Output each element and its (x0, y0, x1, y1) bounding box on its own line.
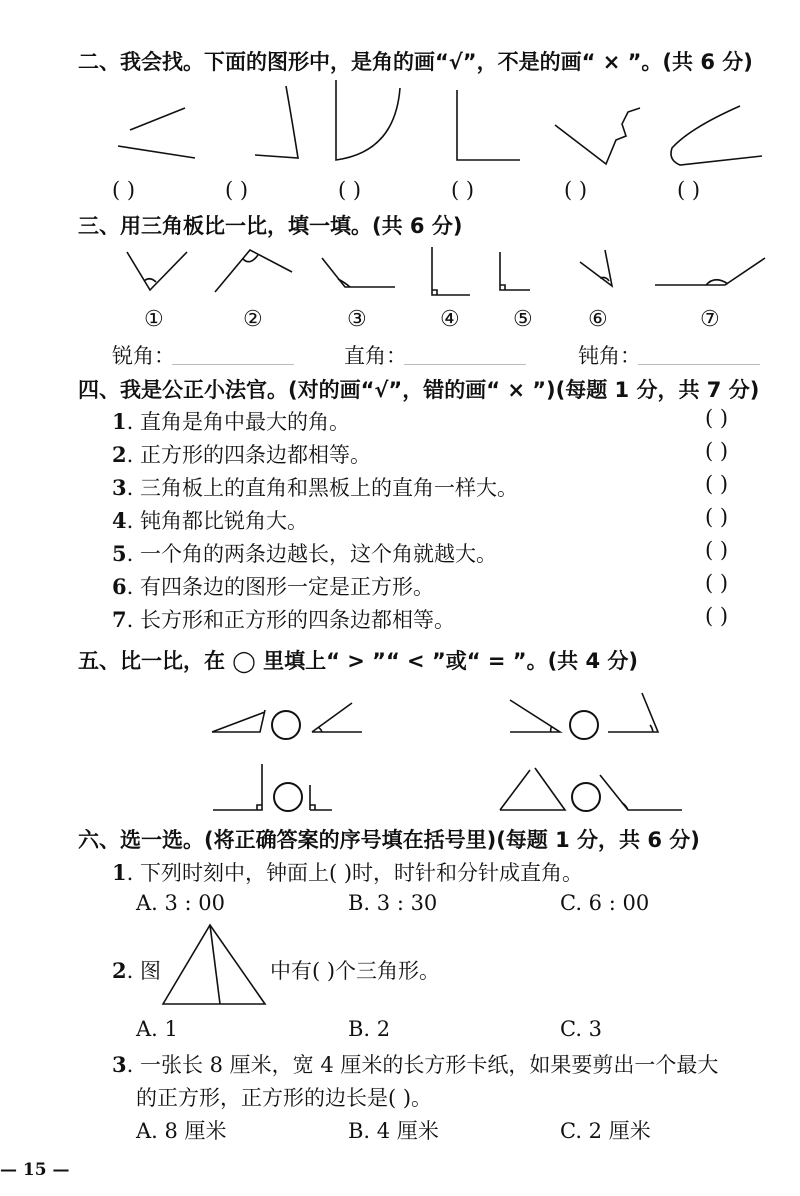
judge-answer-4[interactable]: ( ) (705, 505, 729, 529)
page-number: — 15 — (0, 1160, 70, 1180)
sec5-pair-4-right-angle (600, 775, 682, 810)
section-5-title: 五、比一比，在 ◯ 里填上“ > ”“ < ”或“ = ”。(共 4 分) (78, 649, 639, 673)
sec3-label-6: ⑥ (588, 307, 608, 332)
section-4-title: 四、我是公正小法官。(对的画“√”，错的画“ × ”)(每题 1 分，共 7 分) (78, 378, 760, 402)
q1-option-a: A. 3 : 00 (136, 891, 226, 915)
sec5-pair-3-left-angle (213, 764, 262, 810)
acute-answer-line[interactable] (172, 364, 294, 365)
sec3-angle-1 (127, 252, 187, 290)
sec3-angle-6 (580, 250, 612, 286)
sec2-figure-5 (555, 108, 640, 164)
sec2-answer-6[interactable]: ( ) (677, 178, 701, 202)
sec2-answer-1[interactable]: ( ) (112, 178, 136, 202)
sec5-pair-2-right-angle (608, 693, 658, 732)
sec2-figure-6 (671, 106, 762, 165)
sec2-figure-3 (336, 80, 400, 160)
sec5-pair-3-right-angle (310, 785, 332, 810)
section-6-title: 六、选一选。(将正确答案的序号填在括号里)(每题 1 分，共 6 分) (78, 828, 700, 852)
sec3-label-4: ④ (440, 307, 460, 332)
sec2-answer-5[interactable]: ( ) (564, 178, 588, 202)
judge-item-3: 3. 三角板上的直角和黑板上的直角一样大。 (112, 475, 518, 500)
sec3-angle-4 (432, 247, 470, 295)
sec3-label-2: ② (243, 307, 263, 332)
sec3-angle-2 (215, 250, 292, 292)
judge-answer-2[interactable]: ( ) (705, 439, 729, 463)
sec5-pair-2-left-angle (510, 700, 560, 732)
sec2-figure-1 (118, 108, 195, 158)
sec5-pair-1-right-angle (312, 703, 362, 732)
sec2-figure-2 (255, 86, 298, 158)
q1-option-b: B. 3 : 30 (348, 891, 438, 915)
sec3-label-1: ① (144, 307, 164, 332)
compare-circle-3[interactable] (273, 782, 303, 812)
judge-item-7: 7. 长方形和正方形的四条边都相等。 (112, 607, 455, 632)
choice-q2-prefix: 2. 图 (112, 958, 161, 983)
sec3-angle-5 (500, 252, 530, 290)
choice-q3-line2: 的正方形，正方形的边长是( )。 (136, 1086, 433, 1110)
sec3-label-3: ③ (347, 307, 367, 332)
judge-answer-7[interactable]: ( ) (705, 604, 729, 628)
right-answer-line[interactable] (404, 364, 526, 365)
sec2-answer-2[interactable]: ( ) (225, 178, 249, 202)
q3-option-c: C. 2 厘米 (560, 1119, 651, 1143)
q3-option-a: A. 8 厘米 (136, 1119, 227, 1143)
sec6-q2-triangle (163, 925, 265, 1004)
q1-option-c: C. 6 : 00 (560, 891, 650, 915)
sec2-figure-4 (457, 90, 520, 160)
judge-item-6: 6. 有四条边的图形一定是正方形。 (112, 574, 434, 599)
judge-answer-3[interactable]: ( ) (705, 472, 729, 496)
q2-option-b: B. 2 (348, 1017, 391, 1041)
sec3-angle-3 (322, 258, 395, 287)
judge-item-5: 5. 一个角的两条边越长，这个角就越大。 (112, 541, 497, 566)
judge-item-1: 1. 直角是角中最大的角。 (112, 409, 350, 434)
sec5-pair-1-left-angle (212, 710, 265, 732)
q2-option-c: C. 3 (560, 1017, 603, 1041)
obtuse-answer-line[interactable] (638, 364, 760, 365)
compare-circle-4[interactable] (571, 782, 601, 812)
sec2-answer-3[interactable]: ( ) (338, 178, 362, 202)
section-2-title: 二、我会找。下面的图形中，是角的画“√”，不是的画“ × ”。(共 6 分) (78, 50, 753, 74)
sec3-angle-7 (655, 258, 765, 285)
choice-q2-suffix: 中有( )个三角形。 (270, 959, 441, 983)
obtuse-label: 钝角： (578, 344, 641, 368)
section-3-title: 三、用三角板比一比，填一填。(共 6 分) (78, 214, 463, 238)
judge-item-4: 4. 钝角都比锐角大。 (112, 508, 308, 533)
q3-option-b: B. 4 厘米 (348, 1119, 439, 1143)
sec3-label-7: ⑦ (700, 307, 720, 332)
sec5-pair-4-left-angle (500, 768, 565, 810)
sec2-answer-4[interactable]: ( ) (451, 178, 475, 202)
compare-circle-2[interactable] (569, 710, 599, 740)
judge-answer-6[interactable]: ( ) (705, 571, 729, 595)
judge-answer-5[interactable]: ( ) (705, 538, 729, 562)
judge-answer-1[interactable]: ( ) (705, 406, 729, 430)
judge-item-2: 2. 正方形的四条边都相等。 (112, 442, 371, 467)
acute-label: 锐角： (112, 344, 175, 368)
choice-q3-line1: 3. 一张长 8 厘米，宽 4 厘米的长方形卡纸，如果要剪出一个最大 (112, 1052, 719, 1077)
right-label: 直角： (344, 344, 407, 368)
choice-q1: 1. 下列时刻中，钟面上( )时，时针和分针成直角。 (112, 860, 584, 885)
compare-circle-1[interactable] (271, 710, 301, 740)
q2-option-a: A. 1 (136, 1017, 178, 1041)
sec3-label-5: ⑤ (513, 307, 533, 332)
